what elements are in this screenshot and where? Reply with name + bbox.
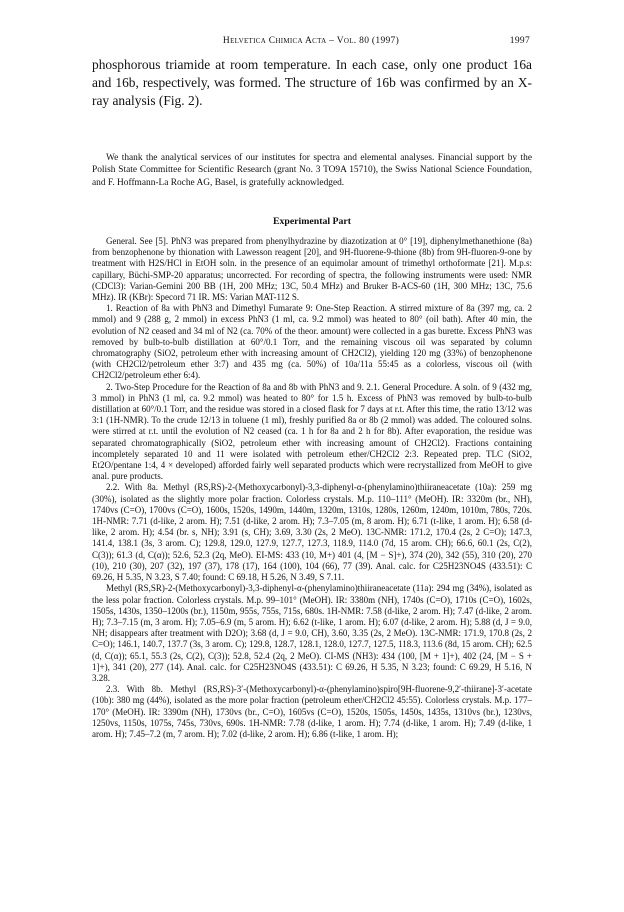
intro-paragraph: phosphorous triamide at room temperature. In each case, only one product 16a and 16b, respectively, was formed. The structure of 16b was confirmed by an X-ray analysis (Fig. 2). xyxy=(92,57,532,108)
page-number: 1997 xyxy=(509,36,530,46)
paragraph-with-8b: 2.3. With 8b. Methyl (RS,RS)-3′-(Methoxycarbonyl)-α-(phenylamino)spiro[9H-fluorene-9,2′-thiirane]-3′-acetate (10b): 380 mg (44%), isolated as the more polar fraction (petroleum ether/CH2Cl2 45:55). Colorless crystals. M.p. 177–170° (MeOH). IR: 3390m (NH), 1730vs (br., C=O), 1605vs (C=O), 1520s, 1505s, 1450s, 1435s, 1310vs (br.), 1230vs, 1250vs, 1150s, 1075s, 745s, 730vs, 690s. 1H-NMR: 7.78 (d-like, 1 arom. H); 7.74 (d-like, 1 arom. H); 7.49 (d-like, 1 arom. H); 7.45–7.2 (m, 7 arom. H); 7.02 (d-like, 2 arom. H); 6.86 (t-like, 1 arom. H); xyxy=(92,684,532,739)
paragraph-with-8a: 2.2. With 8a. Methyl (RS,RS)-2-(Methoxycarbonyl)-3,3-diphenyl-α-(phenylamino)thiiraneacetate (10a): 259 mg (30%), isolated as the slightly more polar fraction. Colorless crystals. M.p. 110–111° (MeOH). IR: 3320m (br., NH), 1740vs (C=O), 1700vs (C=O), 1600s, 1520s, 1490m, 1440m, 1320m, 1310s, 1280s, 1260m, 1240m, 1010m, 780s, 720s. 1H-NMR: 7.71 (d-like, 2 arom. H); 7.51 (d-like, 2 arom. H); 7.3–7.05 (m, 8 arom. H); 6.71 (t-like, 1 arom. H); 6.58 (d-like, 2 arom. H); 4.54 (br. s, NH); 3.91 (s, CH); 3.69, 3.30 (2s, 2 MeO). 13C-NMR: 171.2, 170.4 (2s, 2 C=O); 147.3, 141.4, 138.1 (3s, 3 arom. C); 129.8, 129.0, 127.9, 127.7, 127.3, 118.9, 114.0 (7d, 15 arom. CH); 66.6, 60.1 (2s, C(2), C(3)); 61.3 (d, C(α)); 52.6, 52.3 (2q, MeO). EI-MS: 433 (10, M+) 401 (4, [M − S]+), 374 (20), 342 (55), 310 (20), 270 (10), 210 (30), 207 (32), 197 (37), 178 (17), 164 (100), 104 (66), 77 (39). Anal. calc. for C25H23NO4S (433.51): C 69.26, H 5.35, N 3.23, S 7.40; found: C 69.18, H 5.26, N 3.49, S 7.11. xyxy=(92,482,532,583)
paragraph-one-step: 1. Reaction of 8a with PhN3 and Dimethyl Fumarate 9: One-Step Reaction. A stirred mixture of 8a (397 mg, ca. 2 mmol) and 9 (288 g, 2 mmol) in excess PhN3 (1 ml, ca. 9.2 mmol) was heated to 80° (oil bath). After 40 min, the evolution of N2 ceased and 34 ml of N2 (ca. 70% of the theor. amount) were collected in a gas burette. Excess PhN3 was removed by bulb-to-bulb distillation at 60°/0.1 Torr, and the remaining viscous oil was separated by column chromatography (SiO2, petroleum ether with increasing amount of CH2Cl2), yielding 120 mg (33%) of benzophenone (with CH2Cl2/petroleum ether 3:7) and 435 mg (ca. 50%) of 10a/11a 55:45 as a colorless, viscous oil (with CH2Cl2/petroleum ether 6:4). xyxy=(92,303,532,381)
experimental-body xyxy=(92,236,532,740)
paragraph-two-step: 2. Two-Step Procedure for the Reaction of 8a and 8b with PhN3 and 9. 2.1. General Procedure. A soln. of 9 (432 mg, 3 mmol) in PhN3 (1 ml, ca. 9.2 mmol) was heated to 80° for 1.5 h. Excess of PhN3 was removed by bulb-to-bulb distillation at 60°/0.1 Torr, and the residue was stored in a closed flask for 7 days at r.t. After this time, the ratio 13/12 was 3:1 (1H-NMR). To the crude 12/13 in toluene (1 ml), freshly purified 8a or 8b (2 mmol) was added. The coloured solns. were stirred at r.t. until the evolution of N2 ceased (ca. 1 h for 8a and 2 h for 8b). After evaporation, the residue was separated chromatographically (SiO2, petroleum ether with increasing amount of CH2Cl2). Fractions containing incompletely separated 10 and 11 were isolated with petroleum ether/CH2Cl2 2:3. Repeated prep. TLC (SiO2, Et2O/pentane 1:4, 4 × developed) afforded fairly well separated products which were recrystallized from MeOH to give anal. pure products. xyxy=(92,381,532,482)
paragraph-general: General. See [5]. PhN3 was prepared from phenylhydrazine by diazotization at 0° [19], diphenylmethanethione (8a) from benzophenone by thionation with Lawesson reagent [20], and 9H-fluorene-9-thione (8b) from 9H-fluoren-9-one by treatment with H2S/HCl in EtOH soln. in the presence of an equimolar amount of trimethyl orthoformate [21]. M.p.s: capillary, Büchi-SMP-20 apparatus; uncorrected. For recording of spectra, the following instruments were used: NMR (CDCl3): Varian-Gemini 200 BB (1H, 200 MHz; 13C, 50.4 MHz) and Bruker B-ACS-60 (1H, 300 MHz; 13C, 75.6 MHz). IR (KBr): Specord 71 IR. MS: Varian MAT-112 S. xyxy=(92,236,532,303)
paragraph-compound-11a: Methyl (RS,SR)-2-(Methoxycarbonyl)-3,3-diphenyl-α-(phenylamino)thiiraneacetate (11a): 294 mg (34%), isolated as the less polar fraction. Colorless crystals. M.p. 99–101° (MeOH). IR: 3380m (NH), 1740s (C=O), 1710s (C=O), 1602s, 1505s, 1430s, 1350–1200s (br.), 1150m, 955s, 755s, 715s, 680s. 1H-NMR: 7.58 (d-like, 2 arom. H); 7.47 (d-like, 2 arom. H); 7.3–7.15 (m, 3 arom. H); 7.05–6.9 (m, 5 arom. H); 6.62 (t-like, 1 arom. H); 6.07 (d-like, 2 arom. H); 5.88 (d, J = 9.0, NH; disappears after treatment with D2O); 3.68 (d, J = 9.0, CH), 3.60, 3.35 (2s, 2 MeO). 13C-NMR: 171.9, 170.8 (2s, 2 C=O); 146.1, 140.7, 137.7 (3s, 3 arom. C); 129.8, 128.7, 128.1, 128.0, 127.7, 127.5, 118.3, 113.6 (8d, 15 arom. CH); 62.5 (d, C(α)); 65.1, 55.3 (2s, C(2), C(3)); 52.8, 52.4 (2q, 2 MeO). CI-MS (NH3): 434 (100, [M + 1]+), 402 (24, [M − S + 1]+), 341 (20), 277 (14). Anal. calc. for C25H23NO4S (433.51): C 69.26, H 5.35, N 3.23; found: C 69.29, H 5.16, N 3.28. xyxy=(92,583,532,683)
journal-title: Helvetica Chimica Acta – Vol. 80 (1997) xyxy=(222,36,400,46)
section-title: Experimental Part xyxy=(272,216,352,227)
acknowledgement-paragraph: We thank the analytical services of our institutes for spectra and elemental analyses. Financial support by the Polish State Committee for Scientific Research (grant No. 3 TO9A 15710), the Swiss National Science Foundation, and F. Hoffmann-La Roche AG, Basel, is gratefully acknowledged. xyxy=(92,153,532,188)
